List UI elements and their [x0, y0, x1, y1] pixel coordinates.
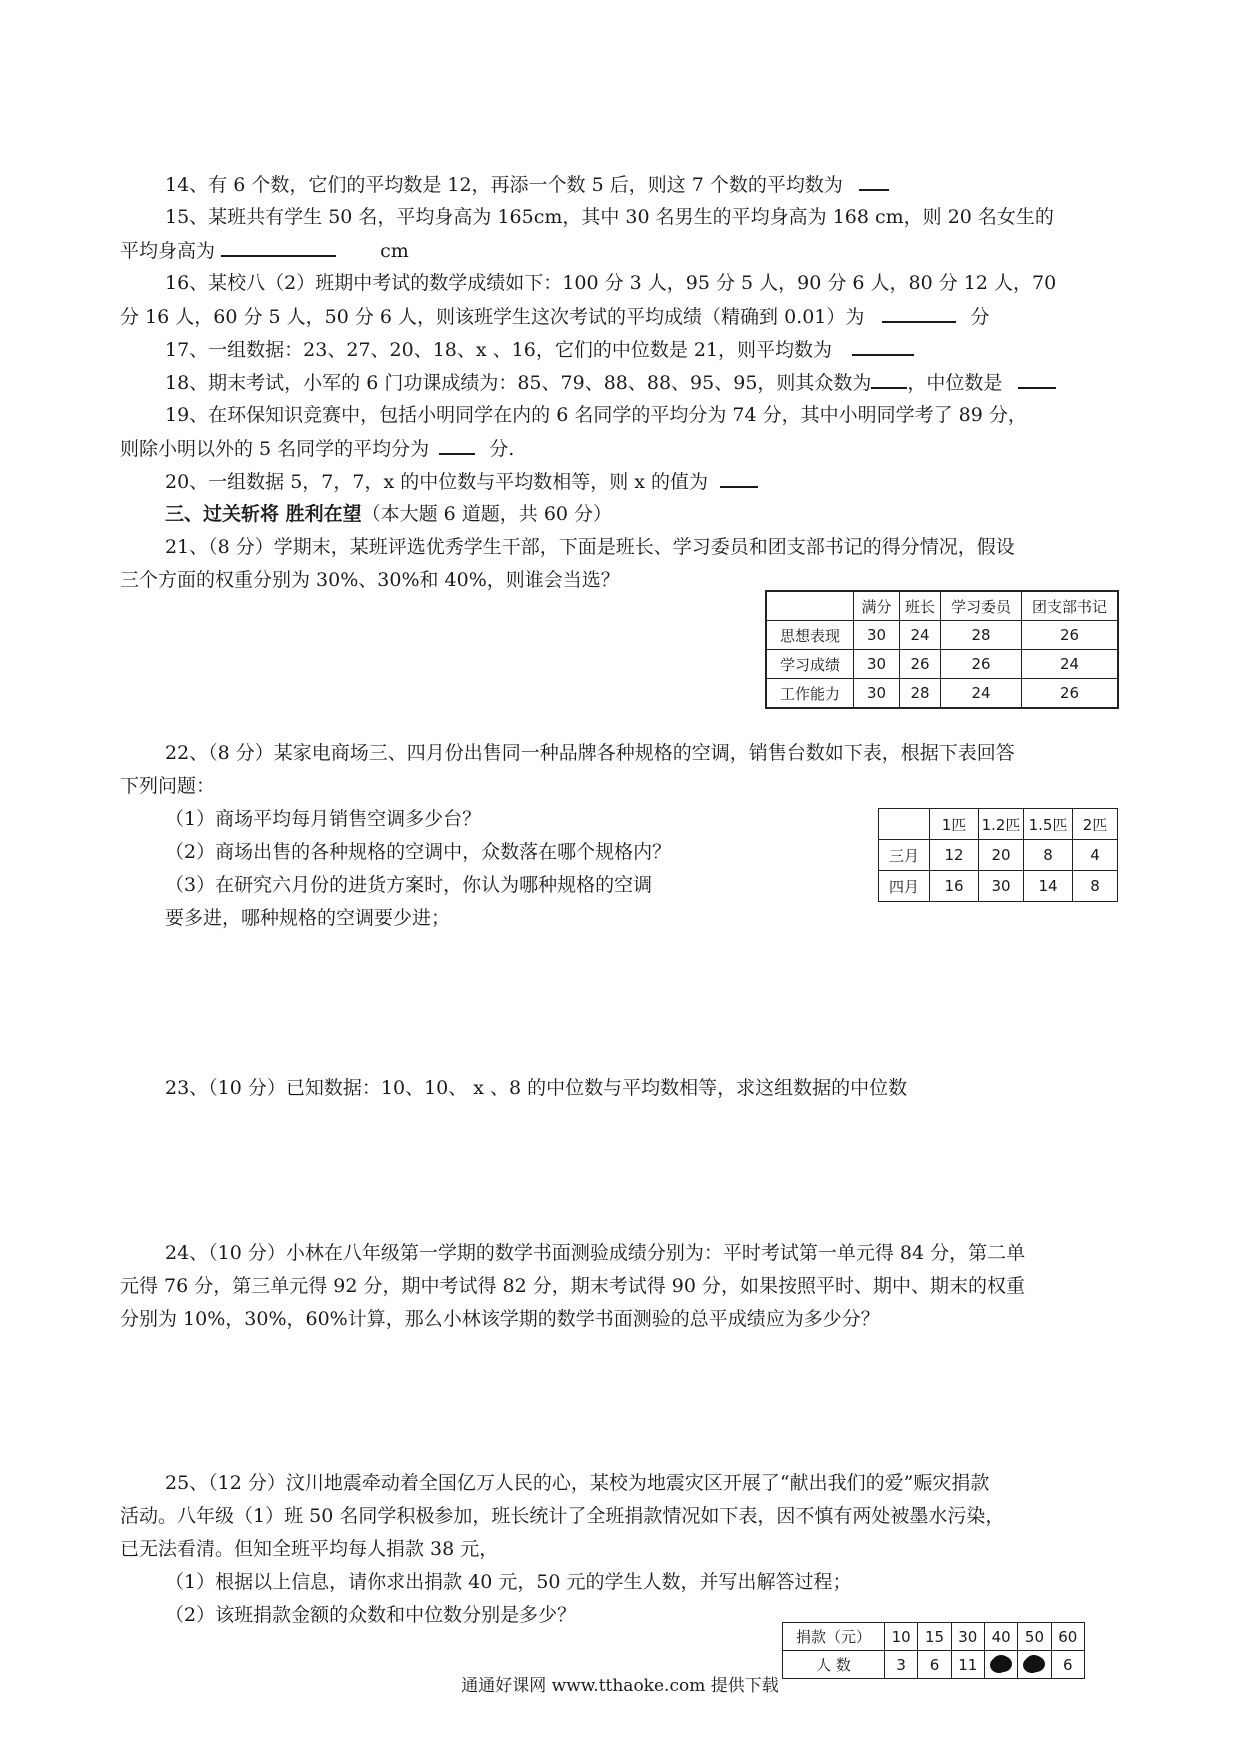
answer-blank: [221, 237, 336, 257]
answer-blank: [852, 336, 914, 356]
question-17: 17、一组数据：23、27、20、18、x 、16，它们的中位数是 21，则平均数为: [165, 336, 914, 363]
question-24-line3: 分别为 10%，30%，60%计算，那么小林该学期的数学书面测验的总平成绩应为多少分？: [120, 1308, 880, 1330]
question-19-line1: 19、在环保知识竞赛中，包括小明同学在内的 6 名同学的平均分为 74 分，其中小明同学考了 89 分，: [165, 404, 1027, 426]
question-22-sub2: （2）商场出售的各种规格的空调中，众数落在哪个规格内？: [165, 841, 672, 863]
cadre-score-table: [765, 590, 1119, 709]
ink-blot-icon: [1025, 1655, 1043, 1671]
question-25-line1: 25、（12 分）汶川地震牵动着全国亿万人民的心，某校为地震灾区开展了“献出我们的爱”赈灾捐款: [165, 1472, 990, 1494]
table-row: 1匹 1.2匹 1.5匹 2匹: [879, 809, 1118, 840]
page-footer: 通通好课网 www.tthaoke.com 提供下载: [461, 1676, 779, 1696]
question-20: 20、一组数据 5，7，7，x 的中位数与平均数相等，则 x 的值为: [165, 468, 758, 495]
question-21-line2: 三个方面的权重分别为 30%、30%和 40%，则谁会当选？: [120, 569, 620, 591]
question-22-sub3a: （3）在研究六月份的进货方案时，你认为哪种规格的空调: [165, 874, 653, 896]
question-23: 23、（10 分）已知数据：10、10、 x 、8 的中位数与平均数相等，求这组数据的中位数: [165, 1077, 908, 1099]
question-15-line1: 15、某班共有学生 50 名，平均身高为 165cm，其中 30 名男生的平均身高为 168 cm，则 20 名女生的: [165, 206, 1054, 228]
question-24-line1: 24、（10 分）小林在八年级第一学期的数学书面测验成绩分别为：平时考试第一单元得 84 分，第二单: [165, 1242, 1026, 1264]
question-25-sub1: （1）根据以上信息，请你求出捐款 40 元，50 元的学生人数，并写出解答过程；: [165, 1571, 852, 1593]
question-22-line2: 下列问题：: [120, 775, 216, 797]
table-row: 捐款（元） 10 15 30 40 50 60: [783, 1623, 1085, 1651]
question-25-line2: 活动。八年级（1）班 50 名同学积极参加，班长统计了全班捐款情况如下表，因不慎有两处被墨水污染，: [120, 1505, 1005, 1527]
question-22-sub1: （1）商场平均每月销售空调多少台？: [165, 808, 482, 830]
table-row: 工作能力 30 28 24 26: [766, 679, 1118, 709]
question-14: 14、有 6 个数，它们的平均数是 12，再添一个数 5 后，则这 7 个数的平均数为: [165, 171, 889, 198]
table-row: 学习成绩 30 26 26 24: [766, 650, 1118, 679]
question-16-line1: 16、某校八（2）班期中考试的数学成绩如下：100 分 3 人，95 分 5 人，90 分 6 人，80 分 12 人，70: [165, 272, 1057, 294]
question-19-line2: 则除小明以外的 5 名同学的平均分为 分.: [120, 435, 514, 462]
section-3-heading: 三、过关斩将 胜利在望（本大题 6 道题，共 60 分）: [165, 503, 613, 525]
question-25-sub2: （2）该班捐款金额的众数和中位数分别是多少？: [165, 1604, 577, 1626]
answer-blank: [720, 468, 758, 488]
aircon-sales-table: [878, 808, 1118, 902]
table-row: 满分 班长 学习委员 团支部书记: [766, 591, 1118, 621]
question-24-line2: 元得 76 分，第三单元得 92 分，期中考试得 82 分，期末考试得 90 分，如果按照平时、期中、期末的权重: [120, 1275, 1026, 1297]
answer-blank: [439, 435, 475, 455]
table-row: 人 数 3 6 11 6: [783, 1651, 1085, 1679]
question-22-sub3b: 要多进，哪种规格的空调要少进；: [165, 907, 451, 929]
question-15-line2: 平均身高为 cm: [120, 237, 409, 264]
question-25-line3: 已无法看清。但知全班平均每人捐款 38 元，: [120, 1538, 499, 1560]
question-21-line1: 21、（8 分）学期末，某班评选优秀学生干部，下面是班长、学习委员和团支部书记的得分情况，假设: [165, 536, 1015, 558]
ink-blot-icon: [992, 1655, 1010, 1671]
question-18: 18、期末考试，小军的 6 门功课成绩为：85、79、88、88、95、95，则其众数为 ，中位数是: [165, 369, 1056, 396]
answer-blank: [859, 171, 889, 191]
answer-blank: [1018, 369, 1056, 389]
answer-blank: [871, 369, 907, 389]
answer-blank: [882, 303, 956, 323]
table-row: 四月 16 30 14 8: [879, 871, 1118, 902]
table-row: 三月 12 20 8 4: [879, 840, 1118, 871]
table-row: 思想表现 30 24 28 26: [766, 621, 1118, 650]
question-16-line2: 分 16 人，60 分 5 人，50 分 6 人，则该班学生这次考试的平均成绩（精确到 0.01）为 分: [120, 303, 989, 330]
question-22-line1: 22、（8 分）某家电商场三、四月份出售同一种品牌各种规格的空调，销售台数如下表，根据下表回答: [165, 742, 1015, 764]
